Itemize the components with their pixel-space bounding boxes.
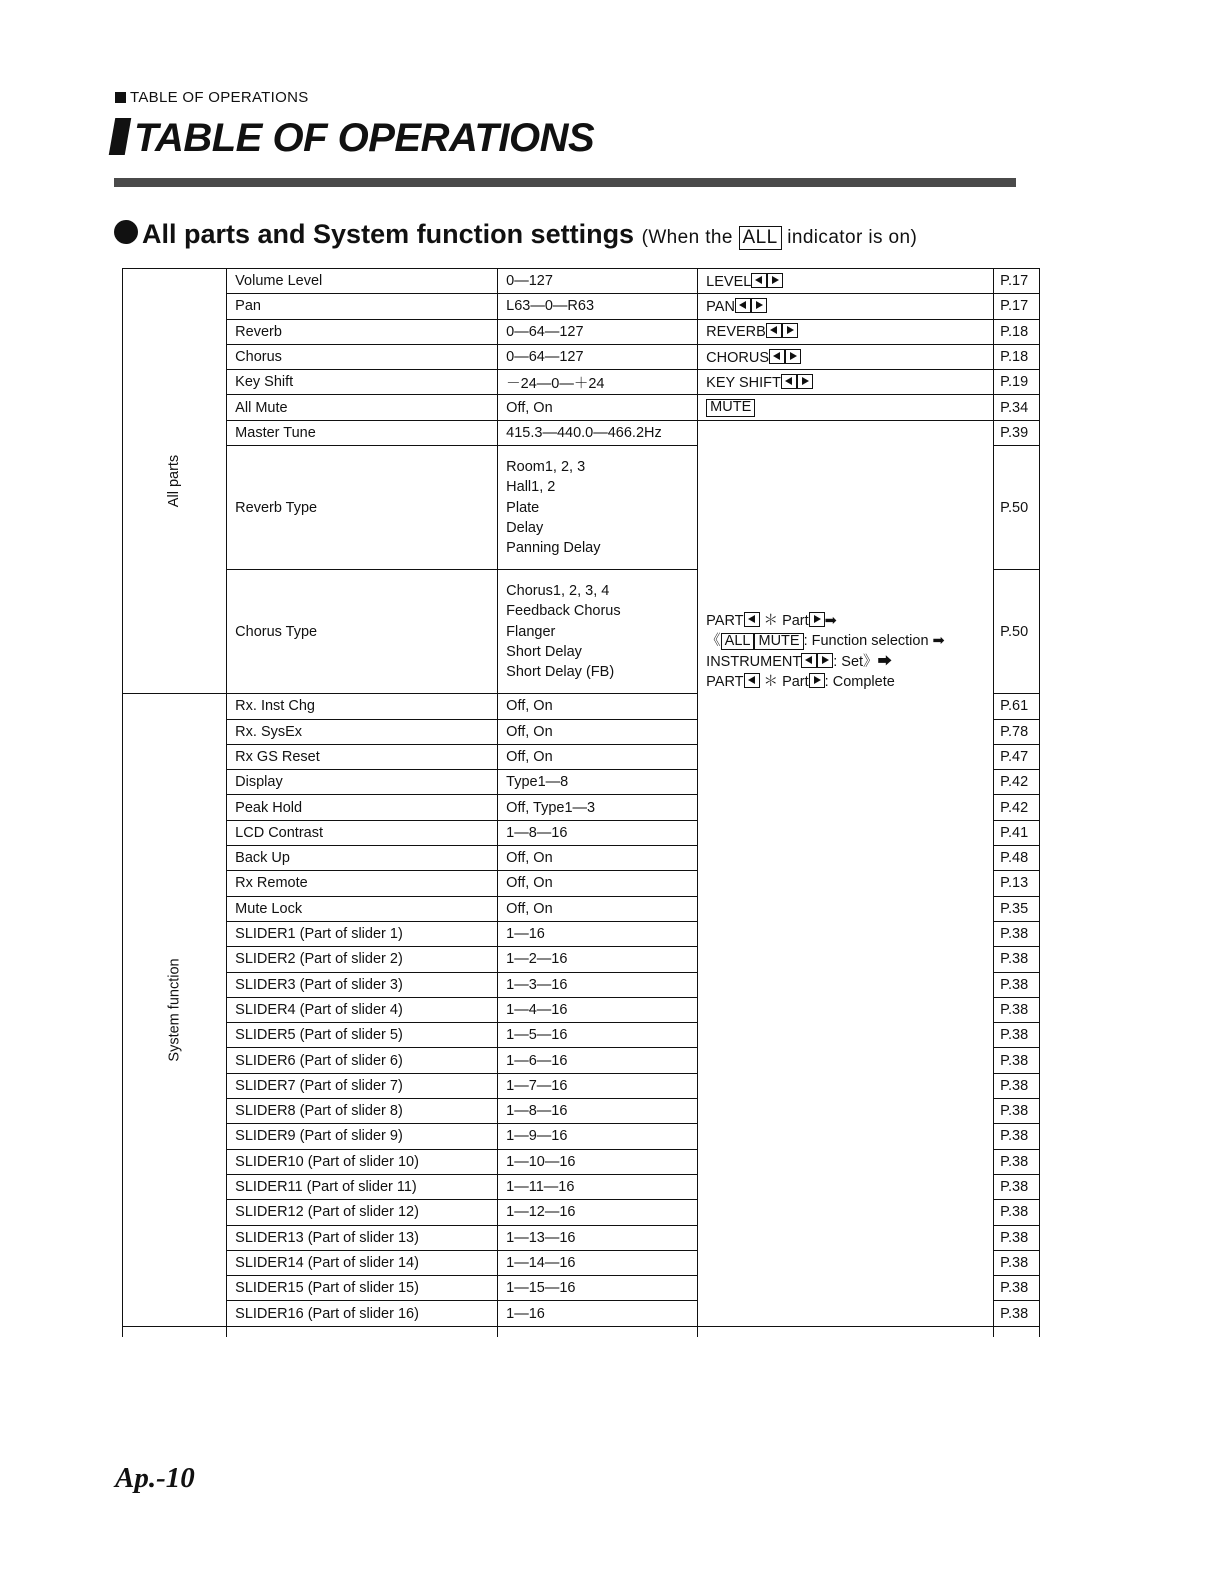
page-reference: P.38	[994, 921, 1040, 946]
mute-key-label: MUTE	[706, 399, 755, 417]
option-item: Panning Delay	[506, 539, 601, 556]
option-item: Delay	[506, 519, 544, 536]
page-reference: P.38	[994, 1149, 1040, 1174]
option-item: Short Delay (FB)	[506, 664, 615, 681]
table-row	[123, 395, 1040, 420]
setting-name: SLIDER8 (Part of slider 8)	[227, 1099, 498, 1124]
setting-range: 1—10—16	[498, 1149, 698, 1174]
footer-page-number: Ap.-10	[115, 1462, 195, 1494]
setting-options	[498, 446, 698, 570]
setting-range: 1—8—16	[498, 1099, 698, 1124]
left-arrow-key-icon	[751, 273, 767, 288]
square-bullet-icon	[115, 92, 126, 103]
option-item: Hall1, 2	[506, 479, 556, 496]
right-arrow-key-icon	[782, 323, 798, 338]
tail-cell	[498, 1326, 698, 1337]
bullet-dot-icon	[114, 220, 138, 244]
setting-range: 1—5—16	[498, 1023, 698, 1048]
right-arrow-key-icon	[751, 298, 767, 313]
section-note: (When the ALL indicator is on)	[641, 227, 918, 248]
setting-range: 0—127	[498, 269, 698, 294]
option-item: Room1, 2, 3	[506, 459, 586, 476]
operation-keys: LEVEL	[698, 269, 994, 294]
setting-range: 1—7—16	[498, 1073, 698, 1098]
table-row	[123, 420, 1040, 445]
section-heading-text: All parts and System function settings	[142, 219, 635, 249]
setting-name: SLIDER3 (Part of slider 3)	[227, 972, 498, 997]
option-item: Chorus1, 2, 3, 4	[506, 583, 610, 600]
page-reference: P.18	[994, 319, 1040, 344]
setting-name: Display	[227, 770, 498, 795]
page-reference: P.38	[994, 1073, 1040, 1098]
page-reference: P.50	[994, 446, 1040, 570]
setting-range: 1—12—16	[498, 1200, 698, 1225]
setting-range: 1—14—16	[498, 1250, 698, 1275]
option-item: Flanger	[506, 623, 556, 640]
option-item: Short Delay	[506, 643, 582, 660]
page-reference: P.78	[994, 719, 1040, 744]
tail-cell	[698, 1326, 994, 1337]
table-row	[123, 370, 1040, 395]
setting-name: All Mute	[227, 395, 498, 420]
tail-cell	[123, 1326, 227, 1337]
setting-range: Off, On	[498, 694, 698, 719]
left-arrow-key-icon	[744, 612, 760, 627]
page-reference: P.38	[994, 1174, 1040, 1199]
running-header	[115, 89, 309, 106]
tail-cell	[227, 1326, 498, 1337]
setting-range: 1—16	[498, 1301, 698, 1326]
setting-name: Master Tune	[227, 420, 498, 445]
page-reference: P.41	[994, 820, 1040, 845]
page-reference: P.35	[994, 896, 1040, 921]
setting-range: 1—15—16	[498, 1276, 698, 1301]
setting-range: Off, Type1—3	[498, 795, 698, 820]
title-bar-icon	[109, 118, 132, 155]
table-row	[123, 319, 1040, 344]
left-arrow-key-icon	[744, 673, 760, 688]
setting-name: Rx. SysEx	[227, 719, 498, 744]
page-reference: P.38	[994, 1225, 1040, 1250]
setting-name: SLIDER12 (Part of slider 12)	[227, 1200, 498, 1225]
page-reference: P.17	[994, 269, 1040, 294]
page-reference: P.18	[994, 344, 1040, 369]
page-reference: P.47	[994, 744, 1040, 769]
option-item: Feedback Chorus	[506, 603, 621, 620]
setting-range: 1—2—16	[498, 947, 698, 972]
setting-range: 1—11—16	[498, 1174, 698, 1199]
page-reference: P.38	[994, 1276, 1040, 1301]
setting-name: Rx Remote	[227, 871, 498, 896]
all-key-label: ALL	[739, 226, 782, 250]
shared-operation: PART ＊ Part ➡ 《 ALL MUTE : Function selection ➡ INSTRUMENT : Set》➡ PART ＊ Part : Complete	[698, 420, 994, 1326]
page-reference: P.38	[994, 972, 1040, 997]
table-tail-row	[123, 1326, 1040, 1337]
setting-name: Key Shift	[227, 370, 498, 395]
setting-name: SLIDER5 (Part of slider 5)	[227, 1023, 498, 1048]
setting-name: SLIDER16 (Part of slider 16)	[227, 1301, 498, 1326]
operation-keys: KEY SHIFT	[698, 370, 994, 395]
page-reference: P.42	[994, 795, 1040, 820]
page-reference: P.19	[994, 370, 1040, 395]
setting-name: SLIDER14 (Part of slider 14)	[227, 1250, 498, 1275]
setting-range: 0—64—127	[498, 319, 698, 344]
page-reference: P.38	[994, 1301, 1040, 1326]
setting-name: Back Up	[227, 846, 498, 871]
page-reference: P.38	[994, 947, 1040, 972]
page-reference: P.38	[994, 1250, 1040, 1275]
page-reference: P.38	[994, 1023, 1040, 1048]
operation-keys: REVERB	[698, 319, 994, 344]
page-reference: P.38	[994, 1099, 1040, 1124]
title-rule	[114, 178, 1016, 187]
right-arrow-key-icon	[809, 673, 825, 688]
left-arrow-key-icon	[735, 298, 751, 313]
setting-name: LCD Contrast	[227, 820, 498, 845]
operation-keys	[698, 395, 994, 420]
left-arrow-key-icon	[769, 349, 785, 364]
setting-options	[498, 570, 698, 694]
page-reference: P.42	[994, 770, 1040, 795]
setting-range: Off, On	[498, 719, 698, 744]
setting-name: Chorus	[227, 344, 498, 369]
page-reference: P.50	[994, 570, 1040, 694]
setting-range: 0—64—127	[498, 344, 698, 369]
page-title	[112, 116, 594, 161]
section-heading	[114, 219, 917, 250]
left-arrow-key-icon	[801, 653, 817, 668]
setting-range: Off, On	[498, 744, 698, 769]
group-label-all-parts: All parts	[123, 269, 227, 694]
setting-name: SLIDER9 (Part of slider 9)	[227, 1124, 498, 1149]
table-row	[123, 344, 1040, 369]
table-row	[123, 294, 1040, 319]
setting-range: 1—13—16	[498, 1225, 698, 1250]
right-arrow-key-icon	[767, 273, 783, 288]
page-reference: P.38	[994, 1048, 1040, 1073]
setting-name: Reverb Type	[227, 446, 498, 570]
setting-name: SLIDER2 (Part of slider 2)	[227, 947, 498, 972]
setting-name: Chorus Type	[227, 570, 498, 694]
right-arrow-key-icon	[785, 349, 801, 364]
left-arrow-key-icon	[781, 374, 797, 389]
setting-range: Type1—8	[498, 770, 698, 795]
page-title-text: TABLE OF OPERATIONS	[134, 116, 595, 160]
table-row	[123, 269, 1040, 294]
setting-name: SLIDER7 (Part of slider 7)	[227, 1073, 498, 1098]
setting-range: 1—8—16	[498, 820, 698, 845]
setting-range: 1—16	[498, 921, 698, 946]
operation-keys: PAN	[698, 294, 994, 319]
setting-name: Peak Hold	[227, 795, 498, 820]
setting-range: Off, On	[498, 896, 698, 921]
page-reference: P.38	[994, 997, 1040, 1022]
tail-cell	[994, 1326, 1040, 1337]
setting-range: Off, On	[498, 846, 698, 871]
page-reference: P.34	[994, 395, 1040, 420]
page-reference: P.38	[994, 1124, 1040, 1149]
setting-range: 1—3—16	[498, 972, 698, 997]
operation-keys: CHORUS	[698, 344, 994, 369]
right-arrow-key-icon	[797, 374, 813, 389]
page-reference: P.39	[994, 420, 1040, 445]
page-reference: P.38	[994, 1200, 1040, 1225]
right-arrow-key-icon	[817, 653, 833, 668]
group-label-system-function: System function	[123, 694, 227, 1326]
setting-name: Reverb	[227, 319, 498, 344]
setting-range: Off, On	[498, 871, 698, 896]
setting-name: SLIDER6 (Part of slider 6)	[227, 1048, 498, 1073]
setting-name: SLIDER1 (Part of slider 1)	[227, 921, 498, 946]
page-reference: P.13	[994, 871, 1040, 896]
setting-name: Rx. Inst Chg	[227, 694, 498, 719]
setting-name: Pan	[227, 294, 498, 319]
setting-name: SLIDER10 (Part of slider 10)	[227, 1149, 498, 1174]
setting-name: SLIDER15 (Part of slider 15)	[227, 1276, 498, 1301]
page-reference: P.17	[994, 294, 1040, 319]
option-item: Plate	[506, 499, 540, 516]
setting-range: 415.3—440.0—466.2Hz	[498, 420, 698, 445]
page-reference: P.61	[994, 694, 1040, 719]
setting-name: Mute Lock	[227, 896, 498, 921]
left-arrow-key-icon	[766, 323, 782, 338]
setting-range: 1—9—16	[498, 1124, 698, 1149]
setting-name: SLIDER4 (Part of slider 4)	[227, 997, 498, 1022]
running-header-text: TABLE OF OPERATIONS	[130, 89, 309, 106]
setting-range: L63—0—R63	[498, 294, 698, 319]
setting-name: Volume Level	[227, 269, 498, 294]
right-arrow-key-icon	[809, 612, 825, 627]
setting-name: SLIDER13 (Part of slider 13)	[227, 1225, 498, 1250]
setting-name: SLIDER11 (Part of slider 11)	[227, 1174, 498, 1199]
setting-range: Off, On	[498, 395, 698, 420]
setting-range: －24—0—＋24	[498, 370, 698, 395]
setting-name: Rx GS Reset	[227, 744, 498, 769]
operations-table	[122, 268, 1040, 1337]
page-reference: P.48	[994, 846, 1040, 871]
setting-range: 1—6—16	[498, 1048, 698, 1073]
setting-range: 1—4—16	[498, 997, 698, 1022]
